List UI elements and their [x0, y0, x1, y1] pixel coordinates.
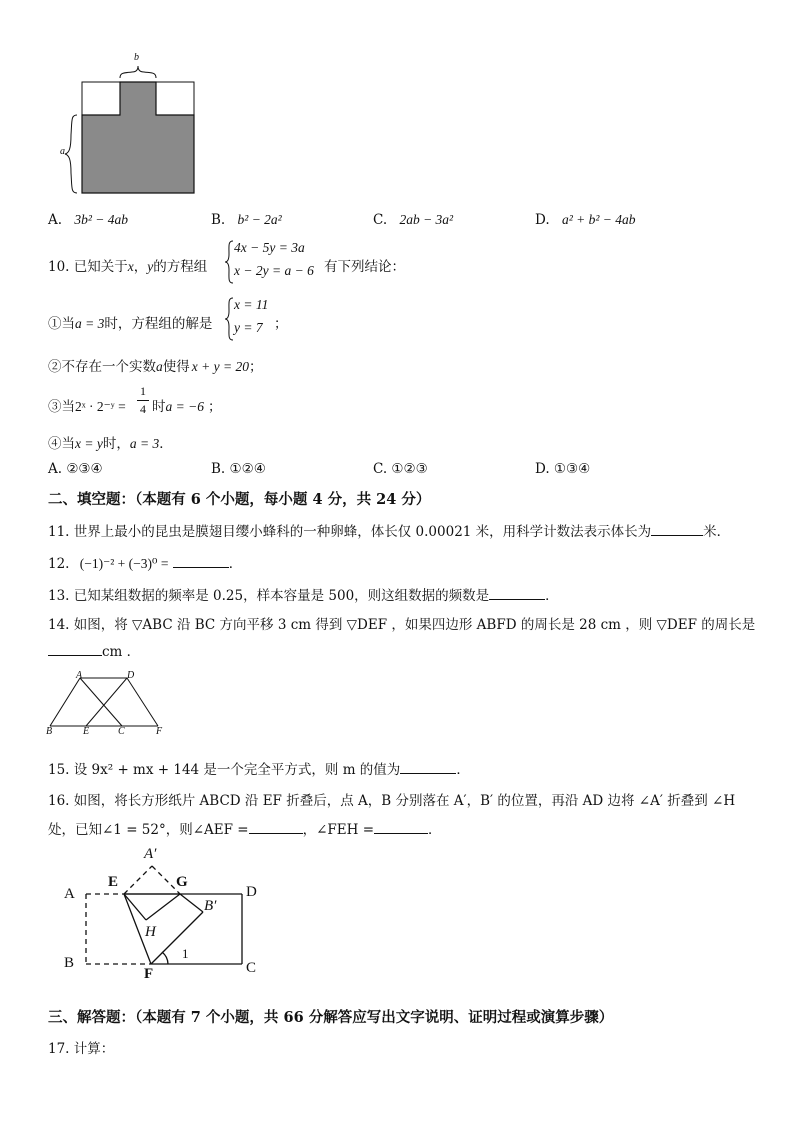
fig14-label-f: F: [156, 726, 163, 737]
fig14-label-b: B: [46, 726, 53, 737]
q10-system-brace: [224, 240, 234, 284]
c4-mid: 时，: [102, 436, 130, 452]
q10-conclusion-3: [48, 395, 126, 415]
q15: [48, 758, 470, 778]
q10-eq1: 4x − 5y = 3a: [234, 240, 305, 255]
option-letter: B.: [211, 212, 226, 228]
fig16-label-1: 1: [182, 946, 189, 961]
q10-option-c: C. ①②③: [373, 461, 428, 477]
section-3-heading: 三、解答题：（本题有 7 个小题，共 66 分解答应写出文字说明、证明过程或演算步骤）: [48, 1009, 614, 1026]
q15-end: ．: [456, 762, 470, 778]
answer-blank[interactable]: [48, 643, 102, 656]
q10-prefix: 10. 已知关于: [48, 259, 128, 275]
q14-unit: cm ．: [102, 644, 141, 660]
q9-option-d: [535, 212, 636, 228]
q10-option-d: D. ①③④: [535, 461, 591, 477]
q13: [48, 584, 559, 604]
option-expr: 3b² − 4ab: [74, 212, 129, 227]
q14-line2: [48, 640, 140, 660]
var-x: x: [127, 259, 134, 274]
c2-var: a: [156, 359, 163, 374]
option-expr: b² − 2a²: [237, 212, 282, 227]
c3-pre: ③当: [48, 399, 75, 415]
c3-frac-bar: [137, 400, 149, 401]
c3-mid: 时: [152, 399, 166, 415]
fig16-label-c: C: [246, 960, 257, 976]
option-expr: a² + b² − 4ab: [561, 212, 636, 227]
q17: 17. 计算：: [48, 1041, 115, 1057]
q10-conclusion-4: [48, 432, 173, 452]
c2-end: ；: [248, 359, 263, 375]
c2-expr: x + y = 20: [191, 359, 249, 374]
fig16-label-f: F: [144, 966, 154, 982]
fig14-label-e: E: [83, 726, 90, 737]
answer-blank[interactable]: [400, 761, 456, 774]
c3-end: ；: [207, 399, 222, 415]
q9-option-c: [373, 212, 453, 228]
c1-mid: 时，方程组的解是: [104, 316, 213, 332]
c2-pre: ②不存在一个实数: [48, 359, 156, 375]
q10-conclusion-2: [48, 355, 262, 375]
fig16-label-a-prime: A′: [144, 846, 157, 862]
q11-unit: 米．: [703, 524, 731, 540]
q12-expr: (−1)⁻² + (−3)⁰ =: [79, 556, 169, 571]
q10-sol2: y = 7: [234, 320, 263, 335]
q10-mid: 的方程组: [153, 259, 208, 275]
fig9-label-a: a: [60, 146, 65, 157]
option-letter: D.: [535, 212, 550, 228]
c2-mid: 使得: [162, 359, 190, 375]
option-letter: C.: [373, 212, 388, 228]
q9-option-a: [48, 212, 128, 228]
c4-pre: ④当: [48, 436, 75, 452]
fig14-label-a: A: [76, 670, 83, 681]
c1-pre: ①当: [48, 316, 75, 332]
fig14-label-d: D: [127, 670, 135, 681]
answer-blank-2[interactable]: [374, 821, 428, 834]
q10-suffix: 有下列结论：: [324, 259, 405, 275]
q14-line1: 14. 如图，将 ▽ABC 沿 BC 方向平移 3 cm 得到 ▽DEF ，如果四边形 ABFD 的周长是 28 cm ，则 ▽DEF 的周长是: [48, 617, 756, 633]
q16-line2-end: ．: [428, 822, 442, 838]
answer-blank[interactable]: [651, 523, 703, 536]
q13-text: 13. 已知某组数据的频率是 0.25，样本容量是 500，则这组数据的频数是: [48, 588, 490, 604]
q10-solution-brace: [224, 297, 234, 341]
option-letter: A.: [48, 212, 63, 228]
q10-stem: [48, 255, 207, 275]
q13-end: ．: [545, 588, 559, 604]
fig16-label-g: G: [176, 874, 188, 890]
c3-frac-den: 4: [140, 402, 146, 416]
q12-num: 12.: [48, 556, 70, 572]
answer-blank[interactable]: [489, 587, 545, 600]
option-expr: 2ab − 3a²: [399, 212, 454, 227]
q12: [48, 552, 242, 572]
c3-expr: 2ˣ · 2⁻ʸ =: [75, 399, 126, 414]
c4-end: ．: [159, 436, 173, 452]
q11: [48, 520, 730, 540]
section-2-heading: 二、填空题：（本题有 6 个小题，每小题 4 分，共 24 分）: [48, 491, 431, 508]
q12-end: ．: [228, 556, 243, 572]
c1-cond: a = 3: [75, 316, 105, 331]
c4-res: a = 3: [129, 436, 160, 451]
q10-conclusion-1: [48, 312, 212, 332]
q16-line1: 16. 如图，将长方形纸片 ABCD 沿 EF 折叠后，点 A，B 分别落在 A′，B′ 的位置，再沿 AD 边将 ∠A′ 折叠到 ∠H: [48, 793, 736, 809]
fig16-label-h: H: [145, 924, 156, 940]
fig16-label-e: E: [108, 874, 119, 890]
figure-q9: [55, 45, 205, 200]
q16-line2-pre: 处，已知∠1 = 52°，则∠AEF =: [48, 822, 249, 838]
answer-blank-1[interactable]: [249, 821, 303, 834]
c3-res: a = −6: [165, 399, 204, 414]
q10-option-a: A. ②③④: [48, 461, 103, 477]
q10-conclusion-3-tail: [152, 395, 221, 415]
sep: ，: [133, 259, 148, 275]
fig16-label-d: D: [246, 884, 257, 900]
c3-frac-num: 1: [140, 384, 146, 398]
var-y: y: [147, 259, 154, 274]
c4-cond: x = y: [75, 436, 103, 451]
q11-text: 11. 世界上最小的昆虫是膜翅目缨小蜂科的一种卵蜂，体长仅 0.00021 米，用科学计数法表示体长为: [48, 524, 652, 540]
c1-end: ；: [274, 316, 288, 332]
q16-line2-mid: ，∠FEH =: [302, 822, 375, 838]
answer-blank[interactable]: [173, 555, 229, 568]
fig16-label-a: A: [64, 886, 75, 902]
fig16-label-b-prime: B′: [204, 898, 217, 914]
q10-option-b: B. ①②④: [211, 461, 266, 477]
q15-text: 15. 设 9x² + mx + 144 是一个完全平方式，则 m 的值为: [48, 762, 401, 778]
fig14-label-c: C: [118, 726, 125, 737]
fig16-label-b: B: [64, 955, 75, 971]
fig9-label-b: b: [134, 52, 139, 63]
q9-option-b: [211, 212, 282, 228]
q10-eq2: x − 2y = a − 6: [234, 263, 314, 278]
q10-sol1: x = 11: [234, 297, 269, 312]
q16-line2: [48, 818, 442, 838]
